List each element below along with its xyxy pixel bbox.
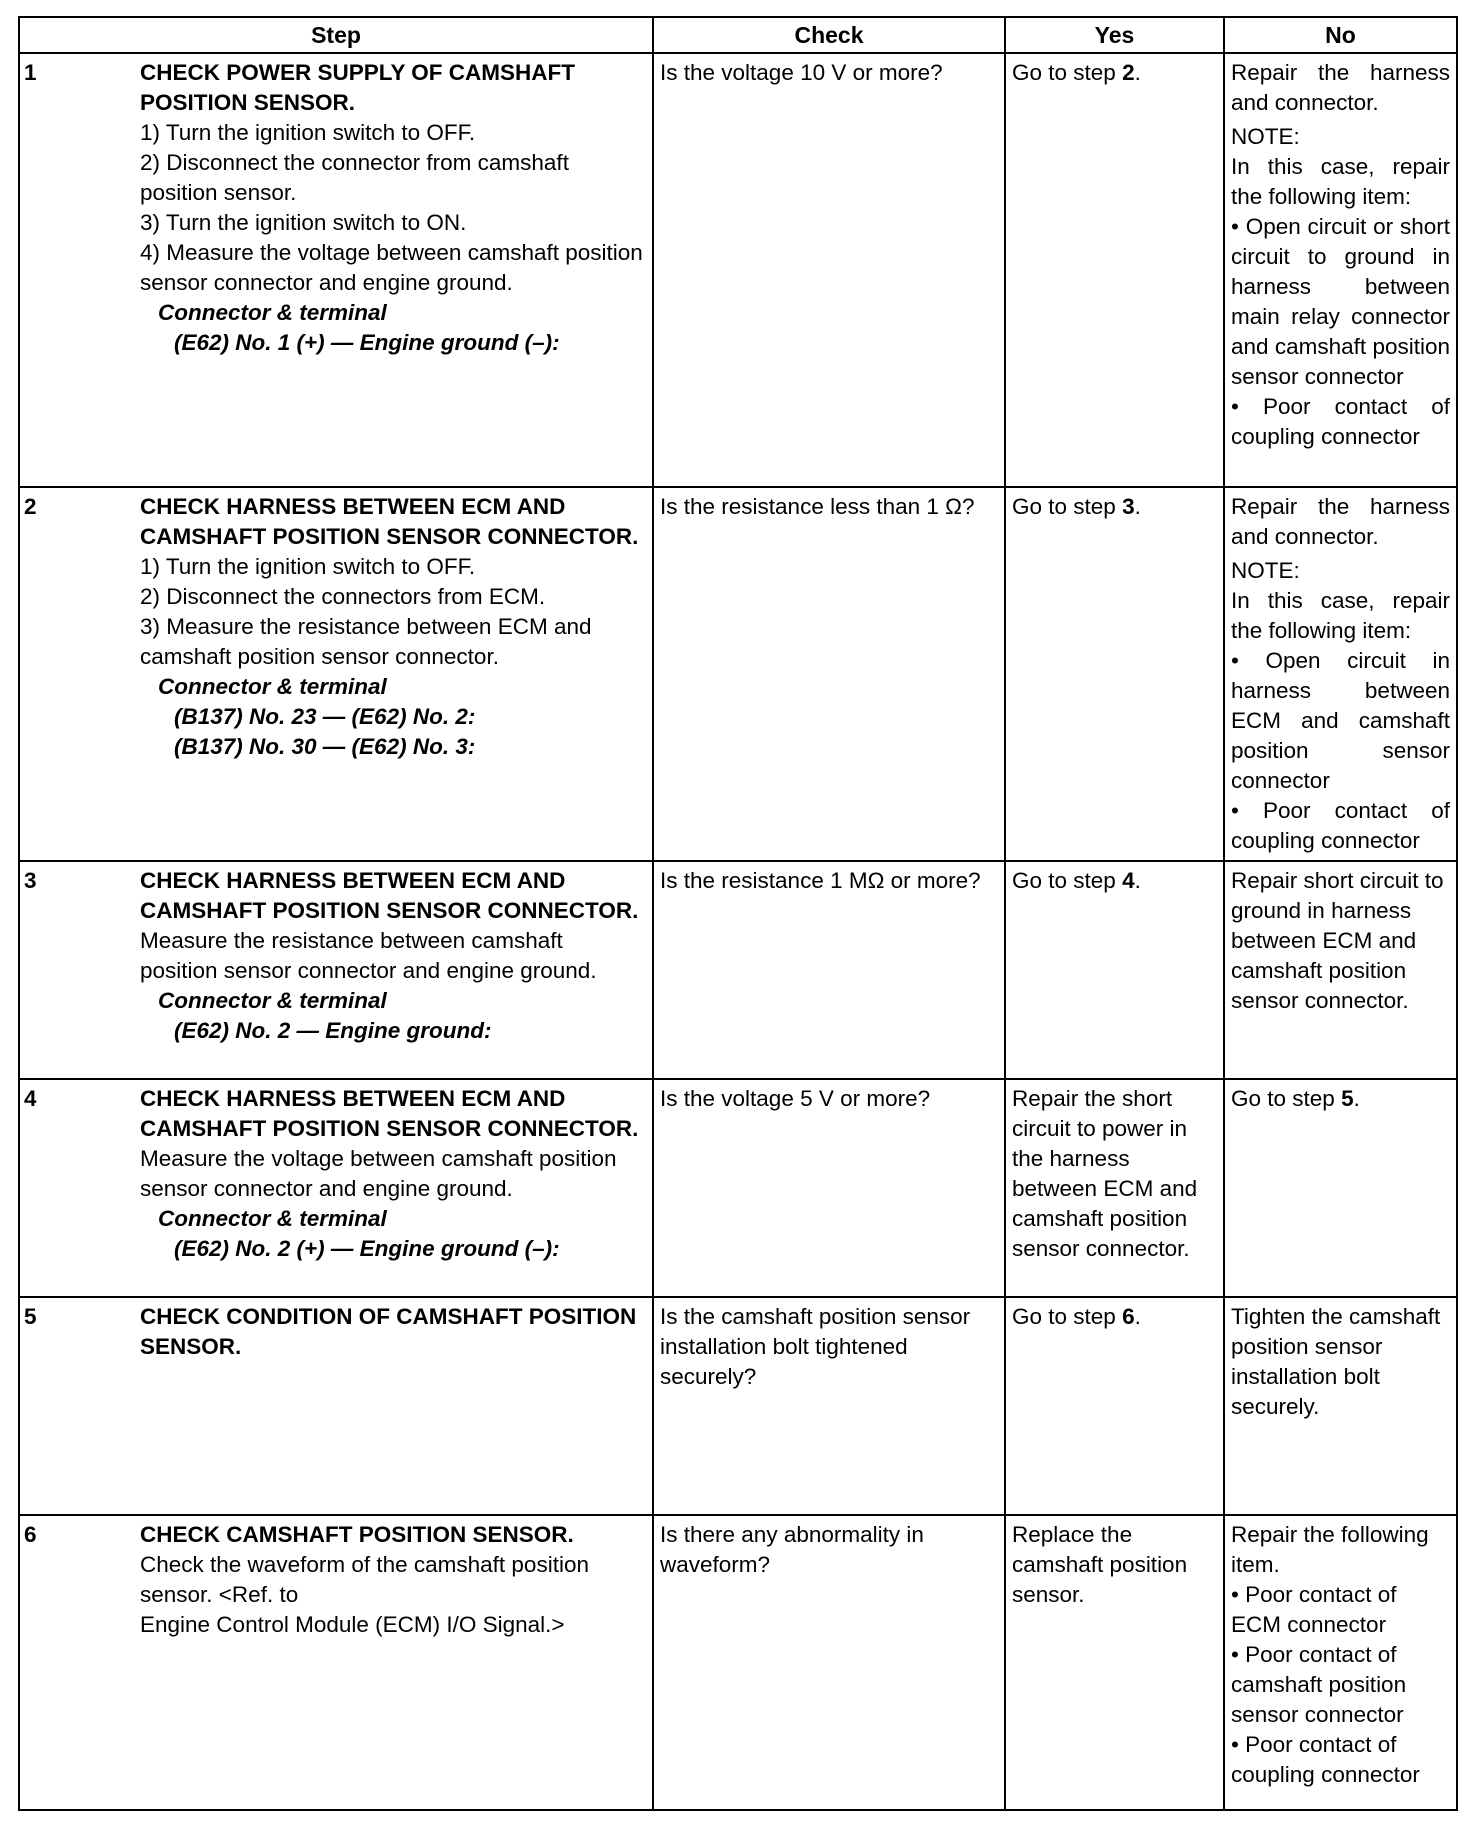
step-instruction: Check the waveform of the camshaft position sensor. <Ref. to [140, 1552, 589, 1607]
no-text: Repair the following item. [1231, 1522, 1429, 1577]
step-instruction: 1) Turn the ignition switch to OFF. [140, 120, 476, 145]
note-text: In this case, repair the following item: [1231, 154, 1450, 209]
yes-cell [1005, 861, 1224, 1079]
step-number: 1 [19, 53, 140, 487]
step-instruction: 3) Turn the ignition switch to ON. [140, 210, 467, 235]
yes-suffix: . [1134, 1304, 1141, 1329]
header-yes: Yes [1005, 17, 1224, 53]
yes-cell: Replace the camshaft position sensor. [1005, 1515, 1224, 1810]
no-item: • Poor contact of coupling connector [1231, 1732, 1420, 1787]
no-text: Repair the harness and connector. [1231, 494, 1450, 549]
yes-text: Go to step [1012, 60, 1123, 85]
no-cell [1224, 861, 1457, 1079]
step-title: CHECK POWER SUPPLY OF CAMSHAFT POSITION SENSOR. [140, 60, 576, 115]
step-number: 5 [19, 1297, 140, 1515]
connector-label: Connector & terminal [158, 674, 387, 699]
step-number: 3 [19, 861, 140, 1079]
step-title: CHECK HARNESS BETWEEN ECM AND CAMSHAFT POSITION SENSOR CONNECTOR. [140, 868, 639, 923]
check-cell: Is the voltage 5 V or more? [653, 1079, 1005, 1297]
header-row [19, 17, 1457, 53]
no-cell [1224, 487, 1457, 861]
no-cell [1224, 1515, 1457, 1810]
step-number: 4 [19, 1079, 140, 1297]
table-row [19, 1297, 1457, 1515]
table-row [19, 487, 1457, 861]
no-text: Go to step [1231, 1086, 1342, 1111]
table-row [19, 1079, 1457, 1297]
step-reference: 3 [1122, 494, 1135, 519]
connector-label: Connector & terminal [158, 300, 387, 325]
check-cell: Is the resistance 1 MΩ or more? [653, 861, 1005, 1079]
step-number: 6 [19, 1515, 140, 1810]
check-cell: Is there any abnormality in waveform? [653, 1515, 1005, 1810]
check-cell: Is the resistance less than 1 Ω? [653, 487, 1005, 861]
yes-cell [1005, 1297, 1224, 1515]
terminal-spec: (E62) No. 2 — Engine ground: [174, 1018, 492, 1043]
no-item: • Open circuit or short circuit to ground in harness between main relay connector and camshaft position sensor connector [1231, 214, 1450, 389]
step-cell [140, 487, 653, 861]
yes-cell: Repair the short circuit to power in the harness between ECM and camshaft position sensor connector. [1005, 1079, 1224, 1297]
no-cell [1224, 1079, 1457, 1297]
table-row [19, 861, 1457, 1079]
terminal-spec: (E62) No. 1 (+) — Engine ground (–): [174, 330, 560, 355]
yes-cell [1005, 53, 1224, 487]
no-text: Repair short circuit to ground in harness between ECM and camshaft position sensor connector. [1231, 868, 1444, 1013]
step-cell [140, 1515, 653, 1810]
step-instruction: 2) Disconnect the connector from camshaft position sensor. [140, 150, 569, 205]
step-cell [140, 1297, 653, 1515]
yes-text: Go to step [1012, 868, 1123, 893]
no-cell: Tighten the camshaft position sensor installation bolt securely. [1224, 1297, 1457, 1515]
no-item: • Poor contact of ECM connector [1231, 1582, 1397, 1637]
yes-cell [1005, 487, 1224, 861]
connector-label: Connector & terminal [158, 1206, 387, 1231]
no-item: • Open circuit in harness between ECM and camshaft position sensor connector [1231, 648, 1450, 793]
header-step: Step [19, 17, 653, 53]
step-instruction: 1) Turn the ignition switch to OFF. [140, 554, 476, 579]
no-item: • Poor contact of coupling connector [1231, 798, 1450, 853]
header-check: Check [653, 17, 1005, 53]
no-cell [1224, 53, 1457, 487]
note-label: NOTE: [1231, 124, 1300, 149]
yes-text: Go to step [1012, 494, 1123, 519]
yes-suffix: . [1134, 868, 1141, 893]
step-instruction: 4) Measure the voltage between camshaft position sensor connector and engine ground. [140, 240, 643, 295]
connector-label: Connector & terminal [158, 988, 387, 1013]
step-reference: 6 [1122, 1304, 1135, 1329]
check-cell: Is the voltage 10 V or more? [653, 53, 1005, 487]
yes-suffix: . [1134, 60, 1141, 85]
note-label: NOTE: [1231, 558, 1300, 583]
step-reference: 5 [1341, 1086, 1354, 1111]
step-cell [140, 53, 653, 487]
step-cell [140, 1079, 653, 1297]
step-title: CHECK CAMSHAFT POSITION SENSOR. [140, 1522, 574, 1547]
diagnostic-table [18, 16, 1458, 1811]
terminal-spec: (E62) No. 2 (+) — Engine ground (–): [174, 1236, 560, 1261]
terminal-spec: (B137) No. 23 — (E62) No. 2: [174, 704, 476, 729]
no-text: Repair the harness and connector. [1231, 60, 1450, 115]
table-row [19, 53, 1457, 487]
yes-text: Go to step [1012, 1304, 1123, 1329]
no-item: • Poor contact of camshaft position sensor connector [1231, 1642, 1407, 1727]
step-instruction: 2) Disconnect the connectors from ECM. [140, 584, 546, 609]
step-reference: 2 [1122, 60, 1135, 85]
no-item: • Poor contact of coupling connector [1231, 394, 1450, 449]
table-row [19, 1515, 1457, 1810]
yes-suffix: . [1134, 494, 1141, 519]
step-instruction: 3) Measure the resistance between ECM and camshaft position sensor connector. [140, 614, 592, 669]
step-reference: 4 [1122, 868, 1135, 893]
no-suffix: . [1353, 1086, 1360, 1111]
step-instruction: Measure the resistance between camshaft position sensor connector and engine ground. [140, 928, 597, 983]
terminal-spec: (B137) No. 30 — (E62) No. 3: [174, 734, 476, 759]
step-cell [140, 861, 653, 1079]
step-instruction: Measure the voltage between camshaft position sensor connector and engine ground. [140, 1146, 617, 1201]
note-text: In this case, repair the following item: [1231, 588, 1450, 643]
step-instruction: Engine Control Module (ECM) I/O Signal.> [140, 1612, 565, 1637]
step-number: 2 [19, 487, 140, 861]
header-no: No [1224, 17, 1457, 53]
check-cell: Is the camshaft position sensor installation bolt tightened securely? [653, 1297, 1005, 1515]
step-title: CHECK HARNESS BETWEEN ECM AND CAMSHAFT POSITION SENSOR CONNECTOR. [140, 1086, 639, 1141]
step-title: CHECK HARNESS BETWEEN ECM AND CAMSHAFT POSITION SENSOR CONNECTOR. [140, 494, 639, 549]
step-title: CHECK CONDITION OF CAMSHAFT POSITION SENSOR. [140, 1304, 637, 1359]
